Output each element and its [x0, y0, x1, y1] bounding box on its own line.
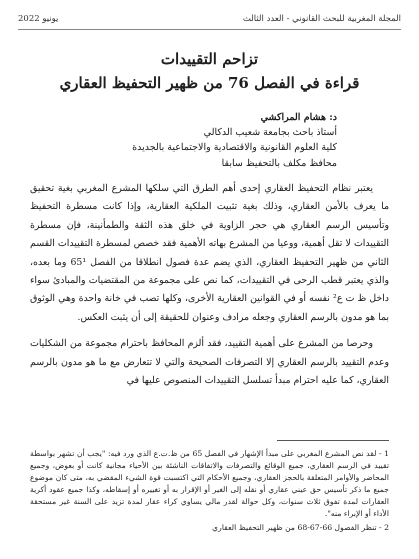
footnote-separator: [277, 440, 389, 441]
footnote-1: 1 - لقد نص المشرع المغربي على مبدأ الإشهار في الفصل 65 من ظ.ت.ع الذي ورد فيه: "يجب أن تشهر بواسطة تقييد في الرسم العقاري، جميع الوقائع والتصرفات والاتفاقات الناشئة بين الأحياء مجانية كانت أو بعوض، وجميع المحاضر والأوامر المتعلقة بالحجز العقاري، وجميع الأحكام التي اكتسبت قوة الشيء المقضي به، متى كان موضوع جميع ما ذكر تأسيس حق عيني عقاري أو نقله إلى الغير أو الإقرار به أو تغييره أو إسقاطه، وكذا جميع عقود أكرية العقارات لمدة تفوق ثلاث سنوات، وكل حوالة لقدر مالي يساوي كراء عقار لمدة تزيد على السنة غير مستحقة الأداء أو الإبراء منه".: [30, 449, 389, 518]
article-title: [20, 48, 399, 94]
footnote-2: 2 - تنظر الفصول 66-67-68 من ظهير التحفيظ العقاري: [212, 523, 389, 533]
author-affiliation-3: محافظ مكلف بالتحفيظ سابقا: [221, 157, 337, 169]
running-header: [18, 12, 401, 30]
author-affiliation-1: أستاذ باحث بجامعة شعيب الدكالي: [203, 127, 337, 139]
journal-name: المجلة المغربية للبحث القانوني - العدد الثالث: [242, 14, 401, 24]
title-line-2: قراءة في الفصل 76 من ظهير التحفيظ العقاري: [59, 74, 360, 92]
author-name: د: هشام المراكشي: [260, 112, 337, 123]
article-body: [30, 180, 389, 390]
title-line-1: تزاحم التقييدات: [160, 50, 259, 68]
author-block: [132, 110, 337, 171]
author-affiliation-2: كلية العلوم القانونية والاقتصادية والاجتماعية بالجديدة: [132, 142, 337, 154]
footnotes: [30, 448, 389, 534]
body-paragraph-1: يعتبر نظام التحفيظ العقاري إحدى أهم الطرق التي سلكها المشرع المغربي بغية تحقيق ما يعرف بالأمن العقاري، وذلك بغية تثبيت الملكية العقارية، وإذا كانت مسطرة التحفيظ وتأسيس الرسم العقاري هي حجر الزاوية في خلق هذه الثقة والطمأنينة، فإن مسطرة التقييدات لا تقل أهمية، ووعيا من المشرع بهاته الأهمية فقد خصص لمسطرة التقييدات القسم الثاني من ظهير التحفيظ العقاري، الذي يضم عدة فصول انطلاقا من الفصل 65¹ وما بعده، والذي يعتبر قطب الرحى في التقييدات، كما نص على مجموعة من المقتضيات والمبادئ سواء داخل ظ ت ع² نفسه أو في القوانين العقارية الأخرى، وكلها تصب في خانة واحدة وهي الوثوق بما هو مدون بالرسم العقاري وجعله مرادف وعنوان للحقيقة إلى أن يثبت العكس.: [30, 183, 389, 323]
body-paragraph-2: وحرصا من المشرع على أهمية التقييد، فقد ألزم المحافظ باحترام مجموعة من الشكليات وعدم التقييد بالرسم العقاري إلا التصرفات الصحيحة والتي لا تتعارض مع ما هو مدون بالرسم العقاري، كما عليه احترام مبدأ تسلسل التقييدات المنصوص عليها في: [30, 338, 389, 387]
issue-date: يونيو 2022: [18, 14, 59, 24]
